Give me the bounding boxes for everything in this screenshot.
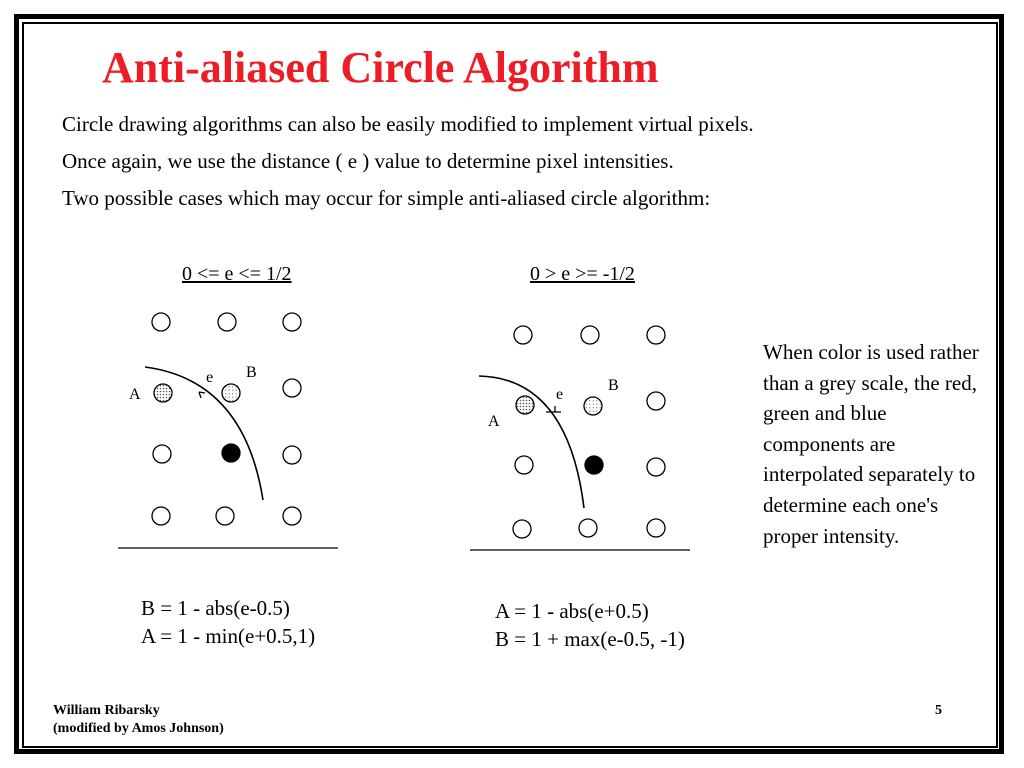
case2-label-e: e [556,386,564,403]
pixel-circle [647,392,665,410]
case2-label-a: A [488,413,500,430]
pixel-circle [647,326,665,344]
pixel-circle [283,379,301,397]
pixel-circle [647,519,665,537]
pixel-b-shaded [584,397,602,415]
pixel-circle [513,520,531,538]
case2-label: 0 > e >= -1/2 [530,263,635,285]
pixel-circle [581,326,599,344]
pixel-circle [515,456,533,474]
distance-marker [199,392,205,398]
case1-diagram [118,313,338,548]
pixel-circle [579,519,597,537]
pixel-filled [222,444,240,462]
footer-author: William Ribarsky [53,703,160,718]
case1-label: 0 <= e <= 1/2 [182,263,292,285]
pixel-circle [218,313,236,331]
case2-diagram [470,326,690,550]
case1-formula-a: A = 1 - min(e+0.5,1) [141,624,316,648]
pixel-circle [283,507,301,525]
footer-modified: (modified by Amos Johnson) [53,721,224,736]
pixel-a-shaded [516,396,534,414]
case2-label-b: B [608,377,619,394]
case1-label-a: A [129,386,141,403]
pixel-circle [647,458,665,476]
case2-formula-b: B = 1 + max(e-0.5, -1) [495,627,685,651]
pixel-circle [283,313,301,331]
bullet-1: Circle drawing algorithms can also be easily modified to implement virtual pixels. [62,112,754,136]
slide-title: Anti-aliased Circle Algorithm [102,43,659,92]
case1-label-b: B [246,364,257,381]
case1-label-e: e [206,369,214,386]
pixel-circle [283,446,301,464]
pixel-circle [152,313,170,331]
side-note: When color is used rather than a grey scale, the red, green and blue components are interpolated separately to determine each one's proper intensity. [763,340,979,548]
page-number: 5 [935,703,942,718]
bullet-2: Once again, we use the distance ( e ) value to determine pixel intensities. [62,149,674,173]
pixel-circle [153,445,171,463]
pixel-filled [585,456,603,474]
circle-arc [479,376,584,508]
case2-formula-a: A = 1 - abs(e+0.5) [495,599,649,623]
pixel-circle [152,507,170,525]
bullet-3: Two possible cases which may occur for simple anti-aliased circle algorithm: [62,186,711,210]
pixel-circle [514,326,532,344]
pixel-b-shaded [222,384,240,402]
case1-formula-b: B = 1 - abs(e-0.5) [141,596,290,620]
pixel-circle [216,507,234,525]
pixel-a-shaded [154,384,172,402]
